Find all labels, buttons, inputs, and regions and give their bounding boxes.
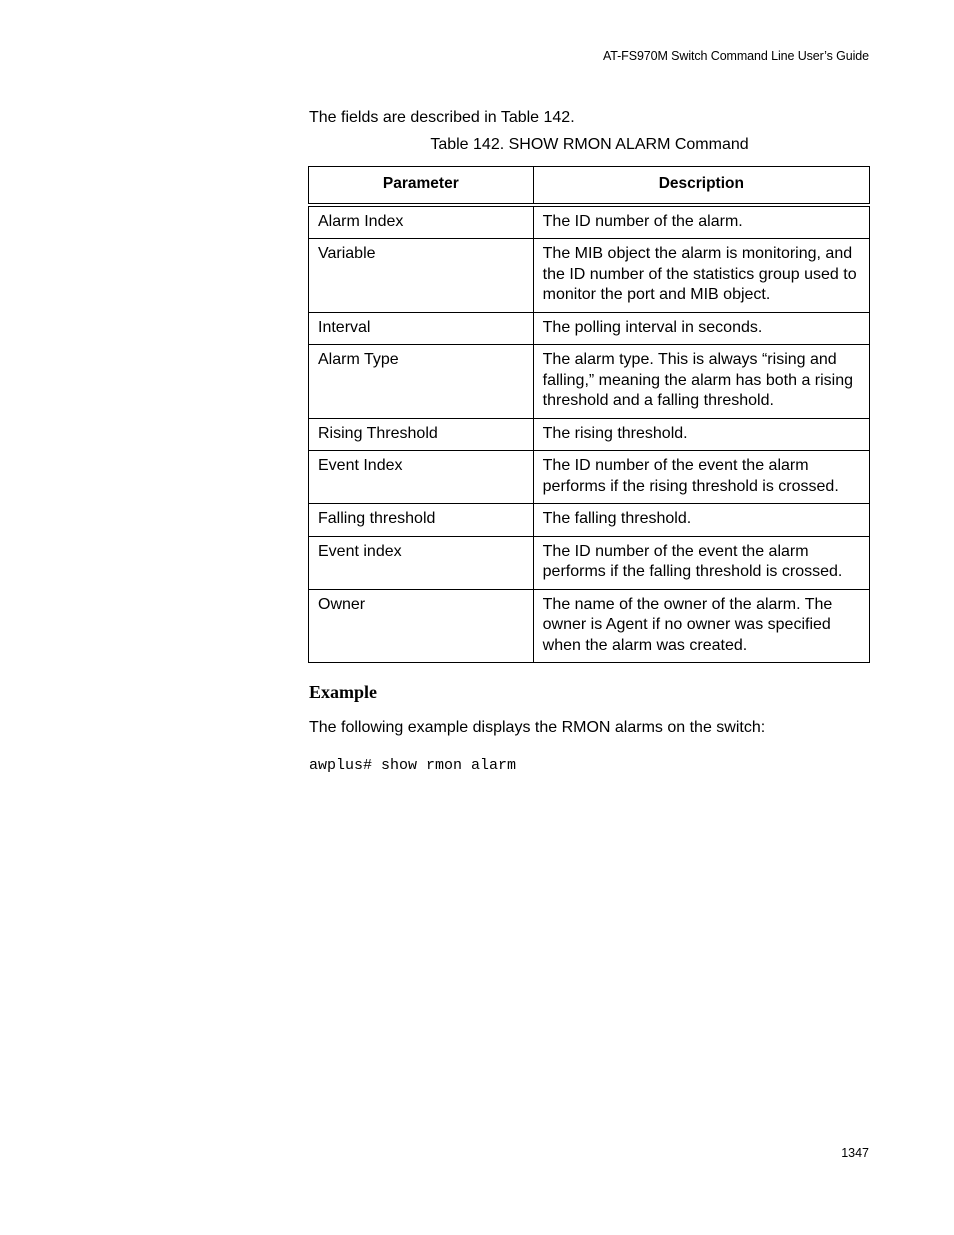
parameter-cell: Variable [309,239,534,313]
table-row [309,418,870,451]
running-header: AT-FS970M Switch Command Line User’s Guide [602,49,869,63]
description-cell: The polling interval in seconds. [533,312,869,345]
parameter-cell: Event index [309,536,534,589]
table-row [309,536,870,589]
description-cell: The alarm type. This is always “rising and falling,” meaning the alarm has both a rising threshold and a falling threshold. [533,345,869,419]
example-text: The following example displays the RMON alarms on the switch: [309,719,766,736]
table-row [309,239,870,313]
table-row [309,205,870,239]
table-row [309,504,870,537]
column-header-description: Description [533,167,869,205]
description-cell: The name of the owner of the alarm. The owner is Agent if no owner was specified when the alarm was created. [533,589,869,663]
parameter-cell: Rising Threshold [309,418,534,451]
description-cell: The MIB object the alarm is monitoring, and the ID number of the statistics group used to monitor the port and MIB object. [533,239,869,313]
column-header-parameter: Parameter [309,167,534,205]
parameter-cell: Event Index [309,451,534,504]
table-row [309,312,870,345]
parameter-cell: Alarm Type [309,345,534,419]
parameter-cell: Alarm Index [309,205,534,239]
page-number: 1347 [841,1146,869,1160]
parameter-cell: Interval [309,312,534,345]
description-cell: The ID number of the event the alarm performs if the falling threshold is crossed. [533,536,869,589]
example-heading: Example [309,682,378,702]
table-row [309,451,870,504]
description-cell: The falling threshold. [533,504,869,537]
parameter-cell: Falling threshold [309,504,534,537]
description-cell: The ID number of the alarm. [533,205,869,239]
table-header-row [309,167,870,205]
description-cell: The ID number of the event the alarm performs if the rising threshold is crossed. [533,451,869,504]
table-caption: Table 142. SHOW RMON ALARM Command [430,136,749,153]
parameter-cell: Owner [309,589,534,663]
table-row [309,589,870,663]
intro-text: The fields are described in Table 142. [309,109,575,126]
command-example: awplus# show rmon alarm [309,757,517,774]
description-cell: The rising threshold. [533,418,869,451]
table-row [309,345,870,419]
rmon-alarm-table [308,166,870,663]
